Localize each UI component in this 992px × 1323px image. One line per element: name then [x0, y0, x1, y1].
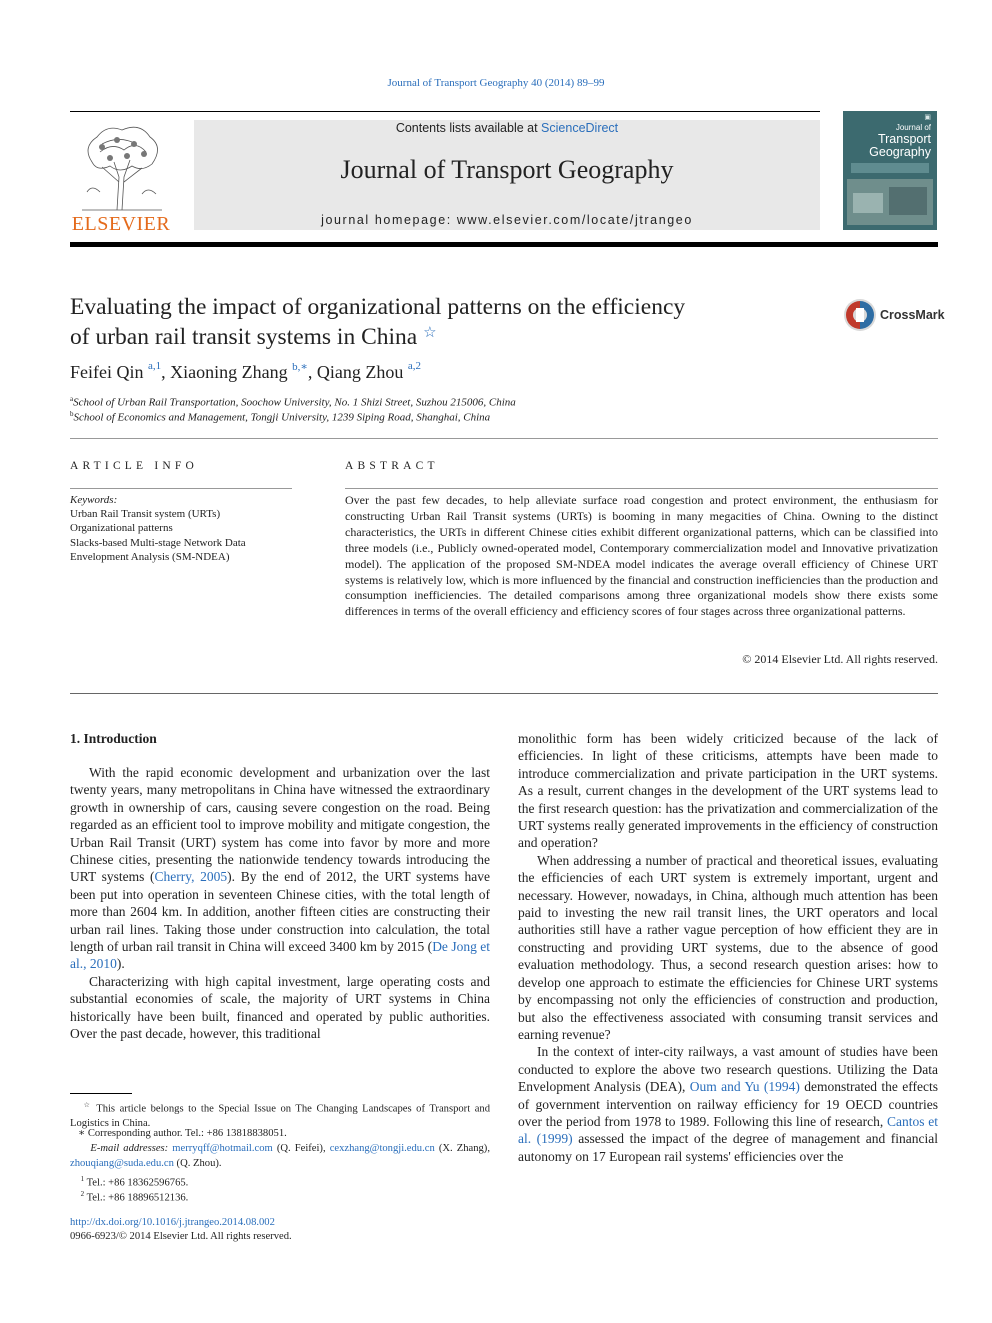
homepage-prefix: journal homepage: — [321, 213, 457, 227]
citation-link[interactable]: Oum and Yu (1994) — [689, 1079, 800, 1095]
footnote-mark: ☆ — [83, 1101, 92, 1109]
article-title — [70, 292, 790, 352]
abstract-copyright: © 2014 Elsevier Ltd. All rights reserved. — [742, 652, 938, 666]
affiliation — [70, 395, 516, 409]
cover-title-line1: Journal of — [895, 123, 931, 132]
affiliation — [70, 410, 490, 424]
section-heading-introduction: 1. Introduction — [70, 731, 157, 746]
contents-prefix: Contents lists available at — [395, 121, 542, 135]
cover-photo — [847, 179, 933, 225]
abstract-rule — [345, 488, 938, 489]
footnote-mark: 2 — [80, 1190, 85, 1198]
abstract-heading: ABSTRACT — [345, 460, 439, 472]
title-line1: Evaluating the impact of organizational patterns on the efficiency — [70, 294, 686, 320]
citation-link[interactable]: Cherry, 2005 — [154, 869, 228, 885]
author-name: Xiaoning Zhang — [170, 362, 288, 382]
header-rule — [70, 111, 820, 112]
footnote-mark: 1 — [80, 1175, 85, 1183]
cover-title-line2: Transport — [877, 132, 931, 146]
elsevier-wordmark: ELSEVIER — [71, 213, 171, 235]
citation-link[interactable]: Cantos et al. (1999) — [518, 1113, 938, 1147]
elsevier-tree-logo — [72, 122, 170, 212]
cover-title — [843, 123, 937, 159]
affiliation-text: School of Economics and Management, Tongji University, 1239 Siping Road, Shanghai, China — [73, 411, 491, 424]
title-divider — [70, 438, 938, 439]
keywords-label: Keywords: — [70, 494, 118, 506]
email-link[interactable]: merryqff@hotmail.com — [172, 1143, 273, 1154]
homepage-url[interactable]: www.elsevier.com/locate/jtrangeo — [456, 213, 693, 227]
title-line2: of urban rail transit systems in China — [70, 324, 418, 350]
crossmark-badge[interactable] — [843, 298, 953, 334]
cover-icon: ▣ — [924, 114, 931, 121]
footnote-text: Corresponding author. Tel.: +86 13818838051. — [87, 1128, 287, 1139]
paragraph: With the rapid economic development and urbanization over the last twenty years, many metropolitans in China have witnessed the extraordinary growth in ownership of cars, causing severe congestion on the road. Being regarded as an efficient tool to improve mobility and mitigate congestion, the Urban Rail Transit (URT) system has come into favor by more and more Chinese cities, presenting the nationwide tendency towards introducing the URT systems (Cherry, 2005). By the end of 2012, the URT systems have been put into operation in seventeen Chinese cities, with the total length of more than 2604 km. In addition, another fifteen cities are constructing their urban rail lines. Taking those under construction into calculation, the total length of urban rail transit in China will exceed 3400 km by 2015 (De Jong et al., 2010). — [70, 765, 490, 972]
footnote-corresponding — [70, 1127, 490, 1142]
email-link[interactable]: cexzhang@tongji.edu.cn — [329, 1143, 435, 1154]
footnote-2 — [70, 1187, 490, 1206]
keyword: Organizational patterns — [70, 522, 173, 534]
email-link[interactable]: zhouqiang@suda.edu.cn — [70, 1157, 174, 1169]
author-list: Feifei Qin $^{a,1}$, Xiaoning Zhang $^{b,∗}$, Qiang Zhou $^{a,2}$ — [70, 360, 421, 382]
footnote-emails: E-mail addresses: merryqff@hotmail.com (Q. Feifei), cexzhang@tongji.edu.cn (X. Zhang), zhouqiang@suda.edu.cn (Q. Zhou). — [70, 1143, 490, 1169]
cover-text-band — [851, 163, 929, 173]
keyword: Envelopment Analysis (SM-NDEA) — [70, 551, 230, 563]
header-thick-rule — [70, 242, 938, 247]
journal-title: Journal of Transport Geography — [340, 155, 674, 184]
footnote-text: This article belongs to the Special Issue on The Changing Landscapes of Transport and Logistics in China. — [70, 1103, 490, 1130]
author-affil-link[interactable]: b,∗ — [292, 361, 308, 373]
author-name: Feifei Qin — [70, 362, 144, 382]
paragraph: When addressing a number of practical and theoretical issues, evaluating the efficiencies of each URT system is extremely important, urgent and necessary. However, nowadays, in China, although much attention has been paid to investing the new rail transit lines, the URT operators and local authorities still have a rather vague perception of how efficient they are in constructing and providing URT systems, due to the absence of good evaluation methodology. Thus, a second research question arises: how to develop one approach to estimate the efficiencies for Chinese URT systems by encompassing not only the efficiencies of construction and production, but also the effectiveness associated with consuming transit services and earning revenue? — [518, 852, 938, 1042]
paragraph: In the context of inter-city railways, a vast amount of studies have been conducted to explore the above two research questions. Utilizing the Data Envelopment Analysis (DEA), Oum and Yu (1994) demonstrated the effects of government intervention on railway efficiency for 19 OECD countries over the period from 1978 to 1989. Following this line of research, Cantos et al. (1999) assessed the impact of the degree of management and financial autonomy on 17 European rail systems' efficiencies over the — [518, 1044, 938, 1164]
affiliation-mark: a — [70, 395, 74, 403]
body-right-column — [518, 730, 938, 1165]
abstract-divider — [70, 693, 938, 694]
contents-line — [194, 121, 820, 135]
journal-cover-thumbnail[interactable] — [843, 111, 937, 230]
author-name: Qiang Zhou — [316, 362, 404, 382]
paragraph: Characterizing with high capital investment, large operating costs and substantial economies of scale, the majority of URT systems in China historically have been built, financed and operated by public authorities. Over the past decade, however, this traditional — [70, 973, 490, 1042]
keyword: Urban Rail Transit system (URTs) — [70, 508, 221, 520]
email-label: E-mail addresses: — [90, 1143, 169, 1154]
citation-link[interactable]: De Jong et al., 2010 — [70, 939, 490, 972]
abstract-text: Over the past few decades, to help alleviate surface road congestion and protect environment, the enthusiasm for constructing Urban Rail Transit systems (URTs) is booming in many megacities of China. Owning to the distinct characteristics, the URTs in different Chinese cities exhibit different organizational patterns, which can be classified into three models (i.e., Publicly owned-operated model, Contemporary commercialization model and Innovative privatization model). The application of the proposed SM-NDEA model indicates the average overall efficiency of Chinese URT systems is relatively low, which is more influenced by the financial and construction inefficiencies than the production and consumption inefficiencies. The detailed comparisons among three organizational models show there exists some differences in terms of the overall efficiency and efficiency scores of four stages across three organizational patterns. — [345, 493, 938, 619]
footnote-rule — [70, 1093, 132, 1094]
paragraph: monolithic form has been widely criticized because of the lack of efficiencies. In light of these criticisms, attempts have been made to introduce commercialization and private participation in the URT systems. As a result, current changes in the development of the URT systems lead to the first research question: has the privatization and commercialization of the URT systems really generated improvements in the efficiency of construction and operation? — [518, 731, 938, 851]
footnote-text: Tel.: +86 18362596765. — [86, 1177, 189, 1189]
author-affil-link[interactable]: a,1 — [148, 360, 162, 372]
journal-reference[interactable]: Journal of Transport Geography 40 (2014) 89–99 — [387, 77, 605, 89]
article-info-heading: ARTICLE INFO — [70, 460, 198, 472]
crossmark-icon — [843, 298, 877, 332]
journal-homepage — [194, 213, 820, 227]
issn-line: 0966-6923/© 2014 Elsevier Ltd. All rights reserved. — [70, 1231, 292, 1242]
body-left-column — [70, 764, 490, 1043]
cover-title-line3: Geography — [869, 145, 931, 159]
article-info-rule — [70, 488, 292, 489]
author-affil-link[interactable]: a,2 — [407, 360, 421, 372]
affiliation-mark: b — [70, 410, 74, 418]
keyword: Slacks-based Multi-stage Network Data — [70, 537, 246, 549]
title-footnote-star[interactable]: ☆ — [423, 325, 437, 341]
affiliation-text: School of Urban Rail Transportation, Soochow University, No. 1 Shizi Street, Suzhou 215006, China — [73, 396, 516, 409]
footnote-text: Tel.: +86 18896512136. — [86, 1192, 189, 1204]
crossmark-label: CrossMark — [880, 308, 945, 322]
sciencedirect-link[interactable]: ScienceDirect — [541, 121, 619, 135]
doi-link[interactable]: http://dx.doi.org/10.1016/j.jtrangeo.2014.08.002 — [70, 1217, 275, 1228]
footnote-mark: ∗ — [77, 1128, 86, 1139]
